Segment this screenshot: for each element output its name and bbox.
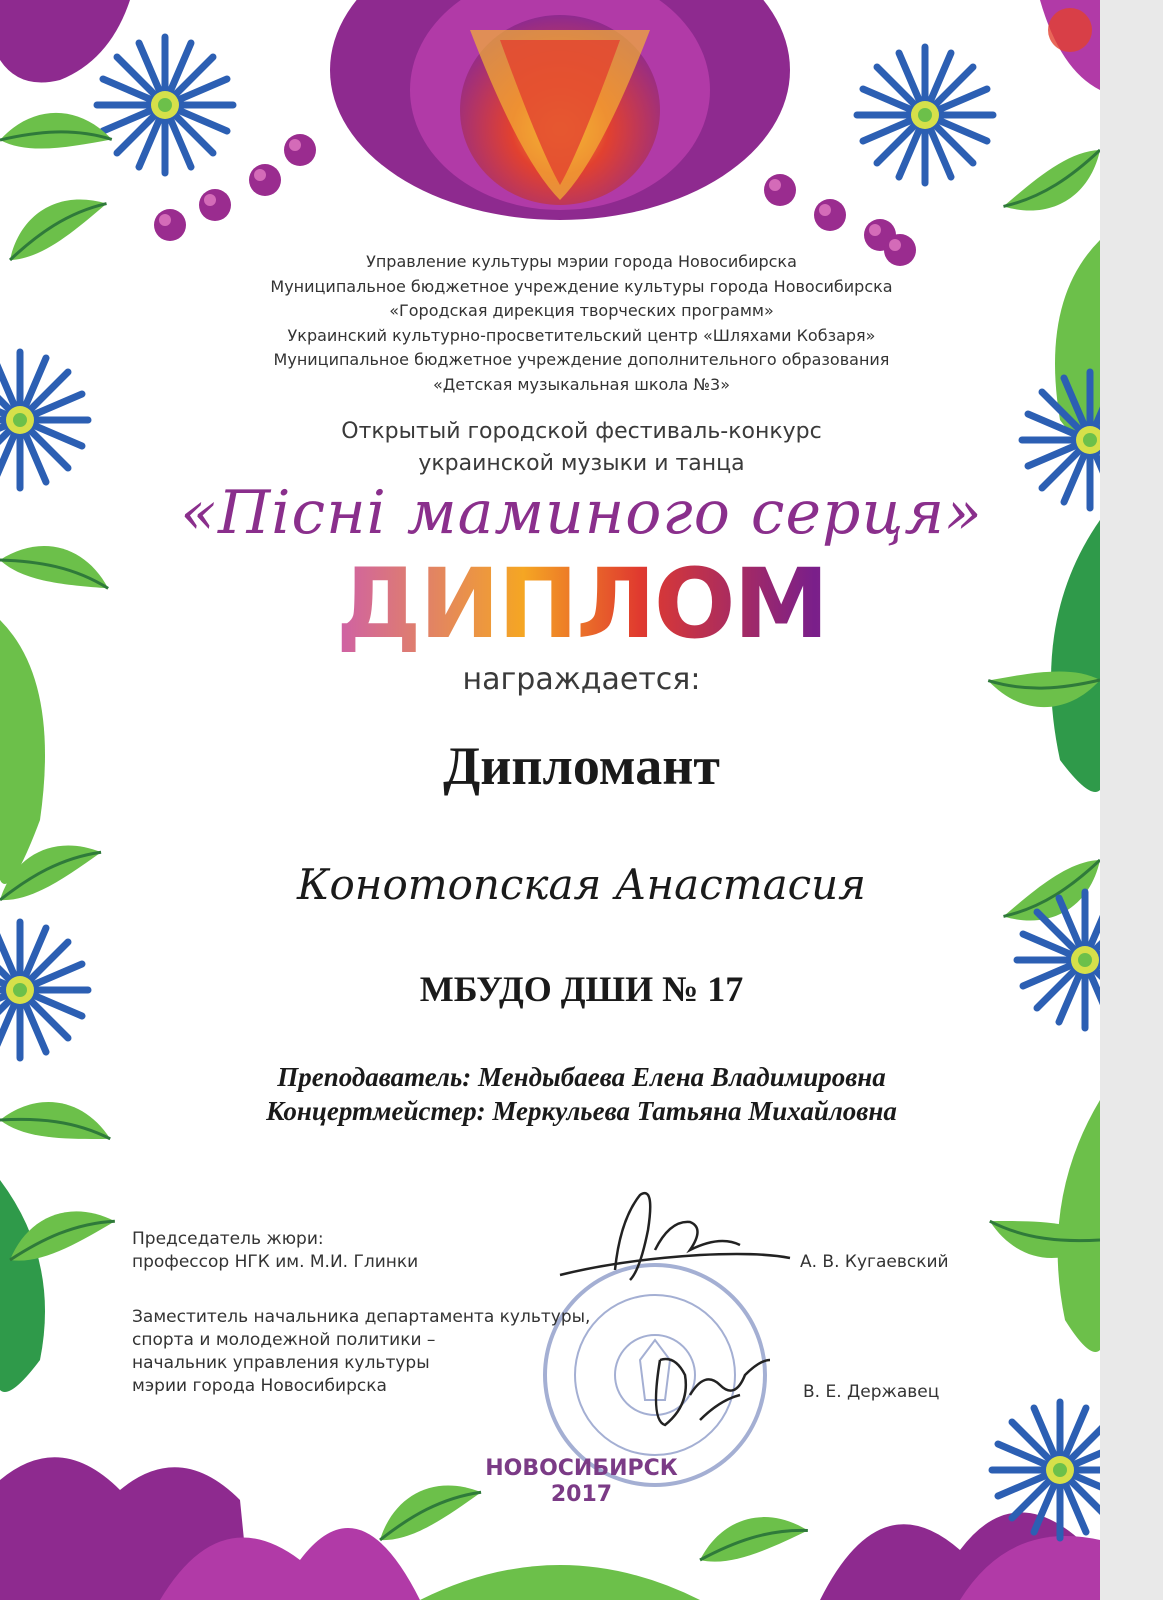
organizer-line: Муниципальное бюджетное учреждение дополнительного образования	[273, 350, 890, 369]
signature-derzhavets	[656, 1359, 770, 1425]
recipient-name: Конотопская Анастасия	[297, 860, 866, 909]
footer-year: 2017	[550, 1482, 613, 1507]
signatory-title-line: профессор НГК им. М.И. Глинки	[132, 1252, 419, 1272]
organizer-line: Муниципальное бюджетное учреждение культуры города Новосибирска	[270, 276, 893, 296]
teacher-line: Преподаватель: Мендыбаева Елена Владимировна	[277, 1062, 886, 1092]
organizers-block	[0, 250, 1163, 397]
accompanist-line: Концертмейстер: Меркульева Татьяна Михайловна	[266, 1096, 897, 1126]
diploma-heading: ДИПЛОМ	[0, 548, 1163, 660]
organizer-line: «Городская дирекция творческих программ»	[389, 301, 774, 320]
signatory-title-line: мэрии города Новосибирска	[132, 1376, 387, 1396]
organizer-line: Управление культуры мэрии города Новосибирска	[366, 252, 797, 271]
signatory-title-line: начальник управления культуры	[132, 1353, 430, 1373]
festival-title: «Пісні маминого серця»	[180, 478, 983, 548]
staff-block	[0, 1060, 1163, 1128]
festival-line-2: украинской музыки и танца	[418, 451, 745, 476]
awarded-label: награждается:	[462, 662, 701, 697]
festival-description	[0, 416, 1163, 480]
signatory-2-title	[132, 1306, 590, 1398]
signatory-1-title	[132, 1228, 418, 1274]
signatory-title-line: спорта и молодежной политики –	[132, 1330, 436, 1350]
organizer-line: «Детская музыкальная школа №3»	[432, 374, 731, 394]
signatory-2-name: В. Е. Державец	[803, 1382, 940, 1402]
signatory-title-line: Председатель жюри:	[132, 1229, 324, 1249]
organizer-line: Украинский культурно-просветительский центр «Шляхами Кобзаря»	[287, 325, 876, 345]
signatory-title-line: Заместитель начальника департамента культуры,	[132, 1307, 591, 1327]
award-rank: Дипломант	[443, 736, 720, 796]
signatory-1-name: А. В. Кугаевский	[800, 1252, 949, 1272]
footer-city: НОВОСИБИРСК	[485, 1456, 678, 1481]
festival-line-1: Открытый городской фестиваль-конкурс	[341, 419, 822, 444]
school-name: МБУДО ДШИ № 17	[419, 969, 744, 1009]
